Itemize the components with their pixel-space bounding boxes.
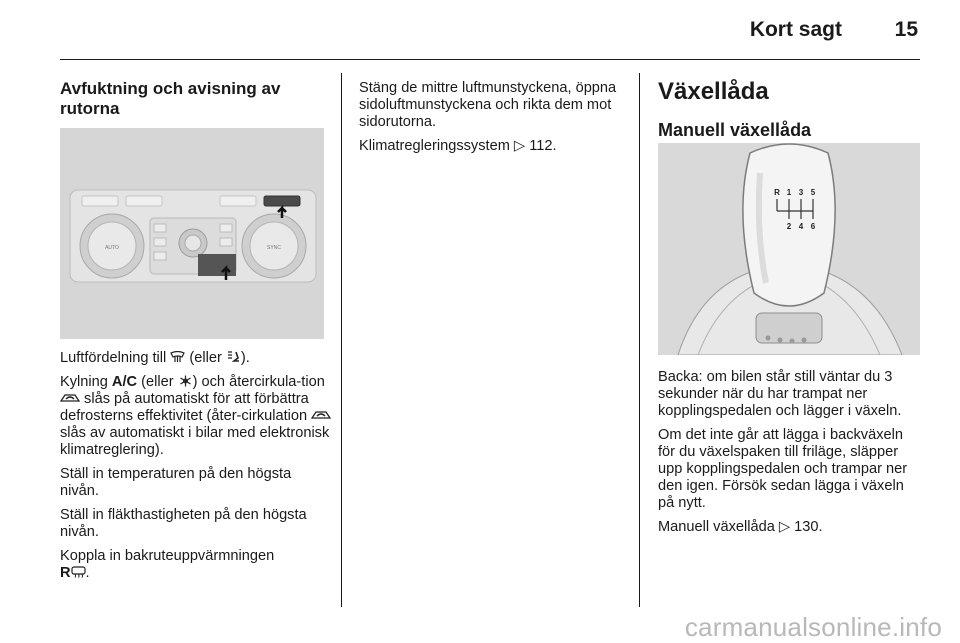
right-header (658, 78, 920, 141)
right-body (658, 369, 922, 543)
recirculation-icon (60, 392, 80, 404)
running-header-title: Kort sagt (749, 18, 842, 41)
reference-manual-transmission: Manuell växellåda ▷ 130. (658, 519, 823, 535)
header-rule (60, 59, 920, 60)
rear-window-symbol: R (60, 565, 71, 581)
page-reference-link[interactable]: 130. (794, 519, 823, 535)
gear-knob-figure (658, 143, 920, 355)
paragraph-cooling: Kylning A/C (eller ) och återcirkula-tion slås på automatiskt för att förbättra defrosterns effektivitet (åter-cirkulation slås av automatiskt i bilar med elektronisk klimatreglering). (60, 374, 330, 458)
paragraph-air-distribution: Luftfördelning till (eller ). (60, 350, 250, 366)
gear-label-3: 3 (798, 188, 804, 197)
feet-windscreen-icon (226, 351, 241, 363)
gear-label-6: 6 (810, 222, 816, 231)
paragraph-fan-speed: Ställ in fläkthastigheten på den högsta nivån. (60, 507, 307, 540)
rear-window-heating-icon (71, 566, 86, 578)
page-reference-arrow-icon: ▷ (778, 519, 795, 535)
windscreen-defrost-icon (170, 351, 185, 363)
page-reference-arrow-icon: ▷ (513, 138, 530, 154)
ac-symbol: A/C (111, 374, 138, 390)
column-divider-right (639, 73, 640, 607)
page-number: 15 (894, 18, 918, 41)
recirculation-icon (311, 409, 331, 421)
middle-column (359, 80, 625, 162)
section-heading-transmission: Växellåda (658, 78, 769, 105)
reference-climate-control: Klimatregleringssystem ▷ 112. (359, 138, 557, 154)
gear-label-1: 1 (786, 188, 792, 197)
paragraph-reverse-retry: Om det inte går att lägga i backväxeln för du växelspaken till friläge, släpper upp kopplingspedalen och trampar ner den igen. Försök sedan lägga i växeln på nytt. (658, 427, 908, 511)
paragraph-air-vents: Stäng de mittre luftmunstyckena, öppna sidoluftmunstyckena och rikta dem mot sidorutorna. (359, 80, 617, 130)
sync-knob-label: SYNC (267, 245, 281, 251)
climate-panel-illustration (60, 128, 324, 339)
column-divider-left (341, 73, 342, 607)
gear-label-r: R (774, 188, 780, 197)
auto-knob-label: AUTO (105, 245, 119, 251)
left-body (60, 350, 332, 589)
gear-label-2: 2 (786, 222, 792, 231)
gear-label-4: 4 (798, 222, 804, 231)
paragraph-reverse: Backa: om bilen står still väntar du 3 sekunder när du har trampat ner kopplingspedalen och lägger i växeln. (658, 369, 902, 419)
left-column (60, 79, 328, 119)
gear-knob-illustration (658, 143, 920, 355)
watermark: carmanualsonline.info (684, 612, 942, 642)
snowflake-icon (178, 375, 193, 387)
climate-control-figure (60, 128, 324, 339)
page-reference-link[interactable]: 112. (529, 138, 557, 154)
paragraph-rear-heating: Koppla in bakruteuppvärmningen R . (60, 548, 275, 581)
section-heading-defrost: Avfuktning och avisning av rutorna (60, 79, 281, 118)
subsection-heading-manual: Manuell växellåda (658, 120, 812, 140)
paragraph-temperature: Ställ in temperaturen på den högsta nivån. (60, 466, 292, 499)
gear-label-5: 5 (810, 188, 816, 197)
